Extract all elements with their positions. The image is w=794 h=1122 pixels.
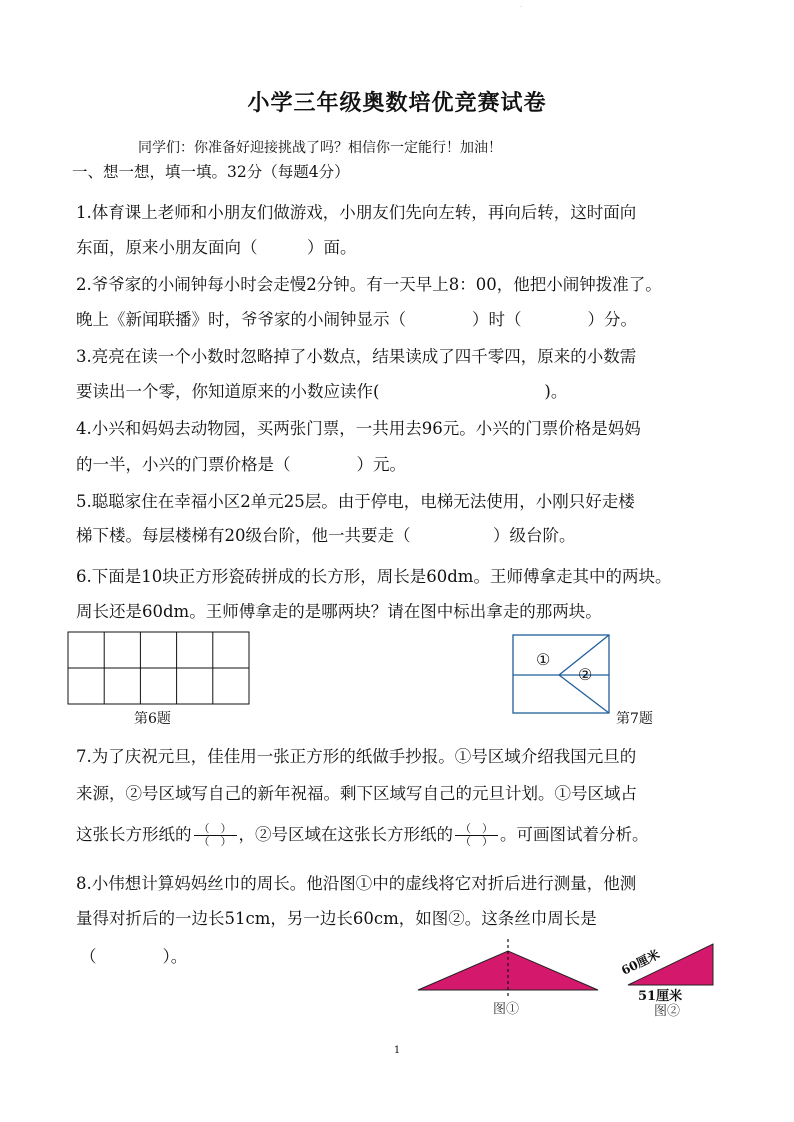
intro-text: 同学们：你准备好迎接挑战了吗？相信你一定能行！加油！: [138, 140, 502, 156]
fig6-label: 第6题: [134, 711, 171, 727]
q8-line1: 8.小伟想计算妈妈丝巾的周长。他沿图①中的虚线将它对折后进行测量，他测: [76, 874, 637, 893]
fig8-label-2: 图②: [654, 1004, 681, 1019]
q1-line2: 东面，原来小朋友面向（ ）面。: [76, 238, 357, 257]
fraction-numerator: （ ）: [455, 823, 498, 836]
page-number: 1: [393, 1045, 401, 1056]
q7-line3-b: ，②号区域在这张长方形纸的: [238, 825, 453, 844]
page-title: 小学三年级奥数培优竞赛试卷: [247, 91, 547, 116]
fig8-label-1: 图①: [493, 1002, 520, 1017]
q2-line1: 2.爷爷家的小闹钟每小时会走慢2分钟。有一天早上8：00，他把小闹钟拨准了。: [76, 275, 662, 294]
fraction-denominator: （ ）: [460, 835, 493, 848]
fraction-blank-2: [455, 823, 498, 848]
q8-line3: （ ）。: [80, 947, 188, 966]
fig7-square: [510, 633, 614, 717]
q7-line3: [76, 818, 649, 852]
q5-line2: 梯下楼。每层楼梯有20级台阶，他一共要走（ ）级台阶。: [76, 526, 576, 545]
q4-line2: 的一半，小兴的门票价格是（ ）元。: [76, 455, 406, 474]
q6-line1: 6.下面是10块正方形瓷砖拼成的长方形，周长是60dm。王师傅拿走其中的两块。: [76, 567, 672, 586]
q3-line1: 3.亮亮在读一个小数时忽略掉了小数点，结果读成了四千零四，原来的小数需: [76, 347, 637, 366]
header-dot: ·: [520, 4, 522, 11]
q7-line3-a: 这张长方形纸的: [76, 825, 192, 844]
q1-line1: 1.体育课上老师和小朋友们做游戏，小朋友们先向左转，再向后转，这时面向: [76, 203, 637, 222]
fig8-scarf-figure-2: [618, 935, 730, 1019]
fig7-label: 第7题: [616, 711, 653, 727]
q7-line1: 7.为了庆祝元旦，佳佳用一张正方形的纸做手抄报。①号区域介绍我国元旦的: [76, 747, 637, 766]
q8-line2: 量得对折后的一边长51cm，另一边长60cm，如图②。这条丝巾周长是: [76, 909, 597, 928]
q7-line3-c: 。可画图试着分析。: [500, 825, 649, 844]
fig8-side-51-label: 51厘米: [638, 989, 683, 1004]
q7-line2: 来源，②号区域写自己的新年祝福。剩下区域写自己的元旦计划。①号区域占: [76, 784, 637, 803]
fig8-scarf-figure-1: [415, 937, 601, 1019]
q2-line2: 晚上《新闻联播》时，爷爷家的小闹钟显示（ ）时（ ）分。: [76, 310, 637, 329]
fig7-region2-label: ②: [578, 665, 593, 684]
q4-line1: 4.小兴和妈妈去动物园，买两张门票，一共用去96元。小兴的门票价格是妈妈: [76, 419, 641, 438]
q6-line2: 周长还是60dm。王师傅拿走的是哪两块？请在图中标出拿走的那两块。: [76, 602, 602, 621]
fraction-denominator: （ ）: [198, 835, 232, 848]
q3-line2: 要读出一个零，你知道原来的小数应读作( )。: [76, 382, 568, 401]
fig7-region1-label: ①: [536, 650, 551, 669]
fig8-side-60-label: 60厘米: [619, 947, 662, 978]
q5-line1: 5.聪聪家住在幸福小区2单元25层。由于停电，电梯无法使用，小刚只好走楼: [76, 492, 635, 511]
fraction-blank-1: [194, 823, 237, 848]
fig6-tile-grid: [66, 630, 252, 706]
section-heading: 一、想一想，填一填。32分（每题4分）: [72, 163, 350, 181]
fraction-numerator: （ ）: [194, 823, 237, 836]
